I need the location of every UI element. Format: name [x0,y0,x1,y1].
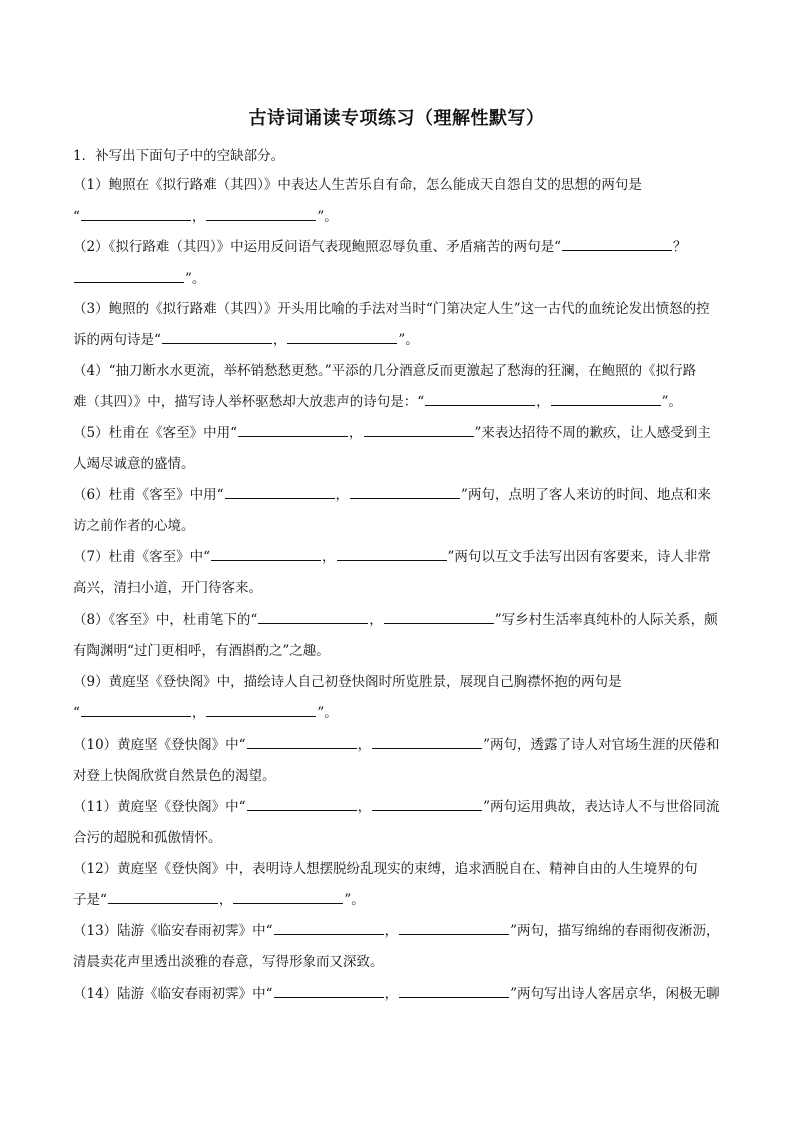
text-line: （2）《拟行路难（其四）》中运用反问语气表现鲍照忍辱负重、矛盾痛苦的两句是“ ？ [73,239,687,255]
text-line: “ ， ”。 [73,705,338,721]
text-line: （7）杜甫《客至》中“ ， ”两句以互文手法写出因有客要来，诗人非常 [73,549,711,565]
answer-blank[interactable] [274,985,384,998]
answer-blank[interactable] [225,486,335,499]
answer-blank[interactable] [350,486,460,499]
answer-blank[interactable] [247,798,357,811]
answer-blank[interactable] [162,331,272,344]
answer-blank[interactable] [108,891,218,904]
text-line: 人竭尽诚意的盛情。 [73,456,195,472]
text-line: （8）《客至》中，杜甫笔下的“ ， ”写乡村生活率真纯朴的人际关系，颇 [73,612,718,628]
answer-blank[interactable] [337,548,447,561]
text-line: （4）“抽刀断水水更流，举杯销愁愁更愁。”平添的几分酒意反而更激起了愁海的狂澜，在鲍照的《拟行路 [73,363,697,379]
answer-blank[interactable] [238,424,348,437]
answer-blank[interactable] [287,331,397,344]
text-line: 对登上快阁欣赏自然景色的渴望。 [73,768,276,784]
answer-blank[interactable] [372,798,482,811]
answer-blank[interactable] [425,393,535,406]
text-line: （9）黄庭坚《登快阁》中，描绘诗人自己初登快阁时所览胜景，展现自己胸襟怀抱的两句是 [73,674,622,690]
text-line: （5）杜甫在《客至》中用“ ， ”来表达招待不周的歉疚，让人感受到主 [73,425,711,441]
text-line: 子是“ ， ”。 [73,892,365,908]
text-line: （13）陆游《临安春雨初霁》中“ ， ”两句，描写绵绵的春雨彻夜淅沥， [73,923,720,939]
answer-blank[interactable] [258,611,368,624]
text-line: （6）杜甫《客至》中用“ ， ”两句，点明了客人来访的时间、地点和来 [73,487,711,503]
answer-blank[interactable] [81,704,191,717]
text-line: 合污的超脱和孤傲情怀。 [73,830,222,846]
answer-blank[interactable] [247,736,357,749]
text-line: 诉的两句诗是“ ， ”。 [73,332,419,348]
text-line: “ ， ”。 [73,209,338,225]
answer-blank[interactable] [551,393,661,406]
answer-blank[interactable] [233,891,343,904]
text-line: （11）黄庭坚《登快阁》中“ ， ”两句运用典故，表达诗人不与世俗同流 [73,799,720,815]
text-line: 1．补写出下面句子中的空缺部分。 [73,148,285,164]
text-line: 清晨卖花声里透出淡雅的春意，写得形象而又深致。 [73,954,384,970]
answer-blank[interactable] [562,238,672,251]
text-line: （3）鲍照的《拟行路难（其四）》开头用比喻的手法对当时“门第决定人生”这一古代的血统论发出愤怒的控 [73,301,710,317]
text-line: 访之前作者的心境。 [73,518,195,534]
text-line: （14）陆游《临安春雨初霁》中“ ， ”两句写出诗人客居京华，闲极无聊 [73,986,720,1002]
answer-blank[interactable] [74,270,184,283]
answer-blank[interactable] [364,424,474,437]
page-title: 古诗词诵读专项练习（理解性默写） [248,108,545,129]
answer-blank[interactable] [81,208,191,221]
text-line: （1）鲍照在《拟行路难（其四）》中表达人生苦乐自有命，怎么能成天自怨自艾的思想的两句是 [73,177,642,193]
text-line: （12）黄庭坚《登快阁》中，表明诗人想摆脱纷乱现实的束缚，追求洒脱自在、精神自由的人生境界的句 [73,861,698,877]
answer-blank[interactable] [372,736,482,749]
answer-blank[interactable] [399,985,509,998]
text-line: 高兴，清扫小道，开门待客来。 [73,580,262,596]
text-line: 有陶渊明“过门更相呼，有酒斟酌之”之趣。 [73,643,330,659]
text-line: 难（其四）》中，描写诗人举杯驱愁却大放悲声的诗句是：“ ， ”。 [73,394,683,410]
answer-blank[interactable] [274,922,384,935]
text-line: ”。 [73,270,723,288]
answer-blank[interactable] [206,704,316,717]
text-line: （10）黄庭坚《登快阁》中“ ， ”两句，透露了诗人对官场生涯的厌倦和 [73,737,720,753]
answer-blank[interactable] [206,208,316,221]
answer-blank[interactable] [399,922,509,935]
answer-blank[interactable] [384,611,494,624]
answer-blank[interactable] [211,548,321,561]
